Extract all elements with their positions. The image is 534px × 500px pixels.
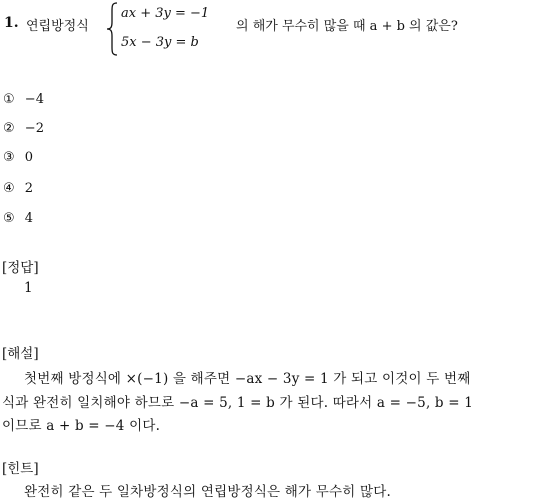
option-text: 0 <box>24 150 34 165</box>
answer-label: [정답] <box>2 260 39 276</box>
option-5[interactable] <box>3 211 33 226</box>
option-1[interactable] <box>3 92 44 107</box>
question-number: 1. <box>4 15 19 31</box>
question-tail: 의 해가 무수히 많을 때 a + b 의 값은? <box>236 19 458 34</box>
option-4[interactable] <box>3 181 33 196</box>
option-mark: ① <box>3 92 15 107</box>
option-text: 4 <box>24 211 34 226</box>
equation-2: 5x − 3y = b <box>121 35 199 50</box>
answer-value: 1 <box>24 280 33 296</box>
equation-1: ax + 3y = −1 <box>121 6 210 21</box>
explanation-label: [해설] <box>2 346 39 362</box>
option-mark: ④ <box>3 181 15 196</box>
option-2[interactable] <box>3 121 44 136</box>
explanation-line-2: 식과 완전히 일치해야 하므로 −a = 5, 1 = b 가 된다. 따라서 a = −5, b = 1 <box>2 395 474 411</box>
option-3[interactable] <box>3 150 33 165</box>
system-brace-icon <box>106 2 120 56</box>
option-mark: ③ <box>3 150 15 165</box>
option-text: 2 <box>24 181 34 196</box>
option-mark: ② <box>3 121 15 136</box>
explanation-line-3: 이므로 a + b = −4 이다. <box>2 418 161 434</box>
option-mark: ⑤ <box>3 211 15 226</box>
option-text: −2 <box>24 121 44 136</box>
option-text: −4 <box>24 92 44 107</box>
hint-label: [힌트] <box>2 461 39 477</box>
explanation-line-1: 첫번째 방정식에 ×(−1) 을 해주면 −ax − 3y = 1 가 되고 이것이 두 번째 <box>24 371 471 387</box>
question-intro: 연립방정식 <box>26 19 89 34</box>
hint-text: 완전히 같은 두 일차방정식의 연립방정식은 해가 무수히 많다. <box>24 484 391 500</box>
